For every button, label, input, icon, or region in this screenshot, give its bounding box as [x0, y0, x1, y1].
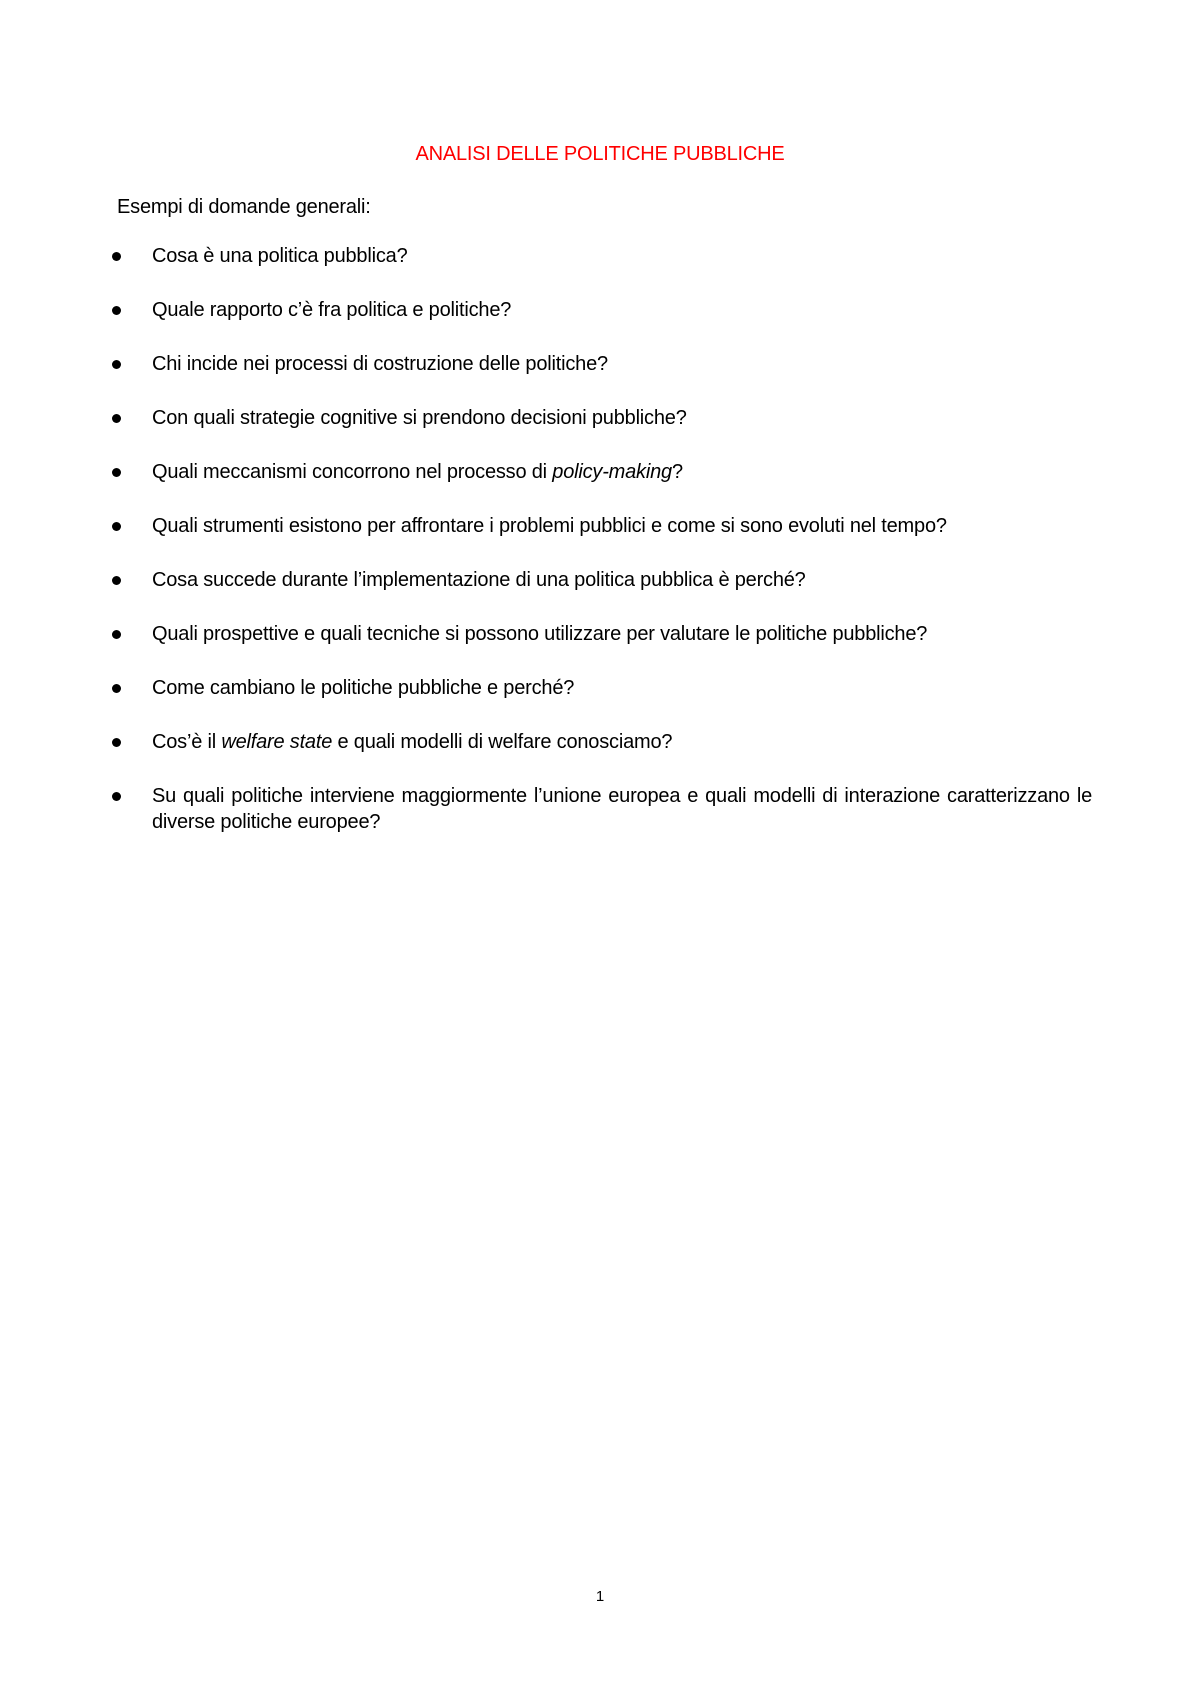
question-segment: Cosa è una politica pubblica?: [152, 245, 408, 267]
question-text: [152, 783, 1092, 835]
bullet-icon: [112, 468, 121, 477]
bullet-icon: [112, 306, 121, 315]
question-text: [152, 621, 1092, 647]
question-text: [152, 243, 1092, 269]
question-item: [0, 513, 1200, 539]
question-text: [152, 351, 1092, 377]
question-text: [152, 459, 1092, 485]
question-segment: Quali meccanismi concorrono nel processo di: [152, 461, 553, 483]
question-segment: Cosa succede durante l’implementazione di una politica pubblica è perché?: [152, 569, 806, 591]
question-segment: Con quali strategie cognitive si prendono decisioni pubbliche?: [152, 407, 687, 429]
italic-term: policy-making: [552, 461, 672, 483]
bullet-icon: [112, 522, 121, 531]
question-segment: Cos’è il: [152, 731, 222, 753]
question-item: [0, 405, 1200, 431]
intro-text: Esempi di domande generali:: [117, 196, 371, 218]
question-text: [152, 567, 1092, 593]
question-text: [152, 729, 1092, 755]
bullet-icon: [112, 630, 121, 639]
question-item: [0, 621, 1200, 647]
page-number: 1: [595, 1588, 605, 1605]
italic-term: welfare state: [221, 731, 333, 753]
question-segment: Su quali politiche interviene maggiormente l’unione europea e quali modelli di interazione caratterizzano le diverse politiche europee?: [152, 785, 1092, 833]
document-title: ANALISI DELLE POLITICHE PUBBLICHE: [415, 143, 785, 165]
question-text: [152, 405, 1092, 431]
question-item: [0, 297, 1200, 323]
question-segment: Come cambiano le politiche pubbliche e perché?: [152, 677, 575, 699]
question-text: [152, 513, 1092, 539]
question-segment: e quali modelli di welfare conosciamo?: [332, 731, 673, 753]
question-text: [152, 675, 1092, 701]
question-segment: Quali prospettive e quali tecniche si possono utilizzare per valutare le politiche pubbliche?: [152, 623, 928, 645]
bullet-icon: [112, 252, 121, 261]
question-item: [0, 729, 1200, 755]
question-item: [0, 783, 1200, 835]
question-list: [0, 243, 1200, 863]
bullet-icon: [112, 792, 121, 801]
question-item: [0, 351, 1200, 377]
question-segment: Chi incide nei processi di costruzione delle politiche?: [152, 353, 608, 375]
question-item: [0, 567, 1200, 593]
question-segment: Quale rapporto c’è fra politica e politiche?: [152, 299, 512, 321]
question-item: [0, 675, 1200, 701]
bullet-icon: [112, 738, 121, 747]
question-item: [0, 243, 1200, 269]
question-segment: Quali strumenti esistono per affrontare i problemi pubblici e come si sono evoluti nel tempo?: [152, 515, 947, 537]
question-segment: ?: [671, 461, 683, 483]
bullet-icon: [112, 414, 121, 423]
bullet-icon: [112, 576, 121, 585]
bullet-icon: [112, 360, 121, 369]
bullet-icon: [112, 684, 121, 693]
question-item: [0, 459, 1200, 485]
question-text: [152, 297, 1092, 323]
